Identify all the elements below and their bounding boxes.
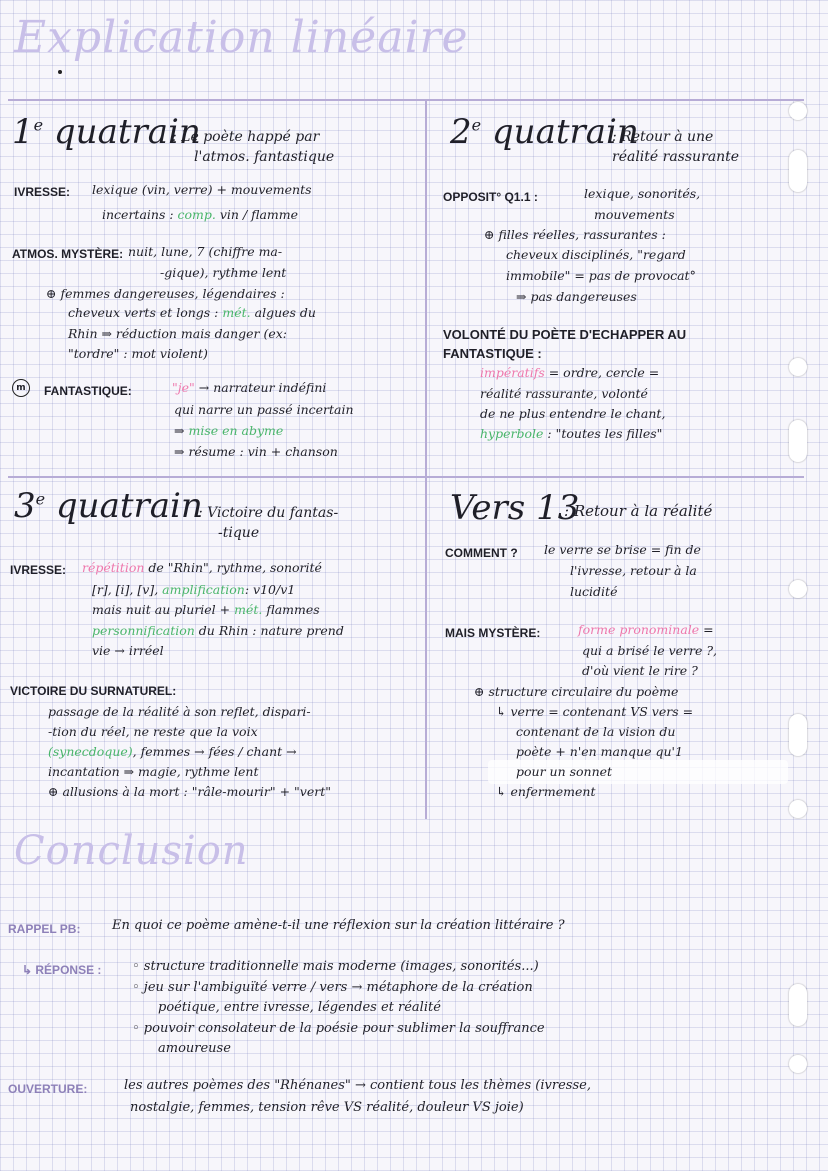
quatrain-3-subtitle: : Victoire du fantas- (198, 505, 339, 521)
note-line: ↳ enfermement (496, 784, 596, 799)
reponse-label: ↳ RÉPONSE : (22, 963, 102, 977)
note-line: répétition de "Rhin", rythme, sonorité (82, 560, 322, 575)
ink-dot (58, 70, 62, 74)
note-line: mais nuit au pluriel + mét. flammes (92, 602, 320, 617)
volonte-label: FANTASTIQUE : (443, 346, 542, 361)
note-line: poétique, entre ivresse, légendes et réalité (158, 1000, 441, 1015)
note-line: les autres poèmes des "Rhénanes" → contient tous les thèmes (ivresse, (124, 1078, 591, 1093)
rappel-pb-text: En quoi ce poème amène-t-il une réflexion sur la création littéraire ? (112, 918, 565, 933)
note-line: réalité rassurante, volonté (480, 386, 648, 401)
binder-hole (789, 358, 807, 376)
note-line: vie → irréel (92, 643, 164, 658)
note-line: ◦ jeu sur l'ambiguïté verre / vers → métaphore de la création (132, 980, 533, 995)
note-line: lexique (vin, verre) + mouvements (92, 182, 312, 197)
ivresse-label: IVRESSE: (14, 185, 71, 199)
quatrain-1-heading: 1e quatrain (12, 112, 201, 152)
note-line: contenant de la vision du (516, 724, 676, 739)
note-line: ⇒ pas dangereuses (516, 289, 637, 304)
note-line: ⊕ allusions à la mort : "râle-mourir" + "vert" (48, 784, 332, 799)
binder-hole (789, 714, 807, 756)
binder-hole (789, 420, 807, 462)
binder-hole (789, 150, 807, 192)
quatrain-1-subtitle: : Le poète happé par (172, 129, 320, 145)
rappel-pb-label: RAPPEL PB: (8, 922, 81, 936)
note-line: qui a brisé le verre ?, (582, 643, 718, 658)
note-line: forme pronominale = (578, 622, 714, 637)
binder-hole (789, 800, 807, 818)
ivresse-label: IVRESSE: (10, 563, 67, 577)
conclusion-title: Conclusion (14, 828, 249, 874)
divider-vertical (425, 99, 427, 819)
opposition-label: OPPOSIT° Q1.1 : (443, 190, 538, 204)
divider-top (8, 99, 804, 101)
note-line: ⇒ résume : vin + chanson (174, 444, 338, 459)
note-line: ◦ pouvoir consolateur de la poésie pour sublimer la souffrance (132, 1021, 545, 1036)
note-line: "je" → narrateur indéfini (172, 380, 327, 395)
note-line: mouvements (594, 207, 675, 222)
note-line: ↳ verre = contenant VS vers = (496, 704, 694, 719)
quatrain-3-heading: 3e quatrain (14, 486, 203, 526)
note-line: qui narre un passé incertain (174, 402, 354, 417)
mais-mystere-label: MAIS MYSTÈRE: (445, 626, 541, 640)
note-line: l'ivresse, retour à la (570, 563, 697, 578)
volonte-label: VOLONTÉ DU POÈTE D'ECHAPPER AU (443, 327, 687, 342)
note-line: lucidité (570, 584, 618, 599)
binder-hole (789, 580, 807, 598)
note-line: nostalgie, femmes, tension rêve VS réalité, douleur VS joie) (130, 1100, 524, 1115)
note-line: ⊕ structure circulaire du poème (474, 684, 679, 699)
ouverture-label: OUVERTURE: (8, 1082, 88, 1096)
note-line: amoureuse (158, 1041, 231, 1056)
note-line: pour un sonnet (516, 764, 613, 779)
note-line: ⇒ mise en abyme (174, 423, 284, 438)
atmos-mystere-label: ATMOS. MYSTÈRE: (12, 247, 124, 261)
quatrain-2-subtitle: réalité rassurante (612, 149, 740, 165)
note-line: immobile" = pas de provocat° (506, 268, 696, 283)
quatrain-1-subtitle: l'atmos. fantastique (194, 149, 335, 165)
note-line: "tordre" : mot violent) (68, 346, 208, 361)
divider-middle (8, 476, 804, 478)
note-line: ◦ structure traditionnelle mais moderne (images, sonorités...) (132, 959, 539, 974)
note-line: incertains : comp. vin / flamme (102, 207, 299, 222)
note-line: [r], [i], [v], amplification: v10/v1 (92, 582, 296, 597)
note-line: cheveux verts et longs : mét. algues du (68, 305, 316, 320)
binder-hole (789, 1055, 807, 1073)
note-line: personnification du Rhin : nature prend (92, 623, 344, 638)
note-line: -gique), rythme lent (160, 265, 287, 280)
note-line: nuit, lune, 7 (chiffre ma- (128, 244, 283, 259)
note-line: (synecdoque), femmes → fées / chant → (48, 744, 297, 759)
note-line: cheveux disciplinés, "regard (506, 247, 686, 262)
note-line: Rhin ⇒ réduction mais danger (ex: (68, 326, 288, 341)
binder-hole (789, 102, 807, 120)
note-line: hyperbole : "toutes les filles" (480, 426, 663, 441)
note-line: ⊕ filles réelles, rassurantes : (484, 227, 666, 242)
note-line: lexique, sonorités, (584, 186, 701, 201)
victoire-label: VICTOIRE DU SURNATUREL: (10, 684, 177, 698)
comment-label: COMMENT ? (445, 546, 518, 560)
note-line: poète + n'en manque qu'1 (516, 744, 683, 759)
note-line: incantation ⇒ magie, rythme lent (48, 764, 259, 779)
note-line: -tion du réel, ne reste que la voix (48, 724, 258, 739)
binder-hole (789, 984, 807, 1026)
note-line: d'où vient le rire ? (582, 663, 698, 678)
quatrain-2-subtitle: : Retour à une (612, 129, 714, 145)
note-line: le verre se brise = fin de (544, 542, 701, 557)
quatrain-3-subtitle: -tique (218, 525, 260, 541)
note-line: impératifs = ordre, cercle = (480, 365, 660, 380)
quatrain-2-heading: 2e quatrain (450, 112, 639, 152)
page-title: Explication linéaire (14, 12, 469, 63)
note-line: de ne plus entendre le chant, (480, 406, 666, 421)
note-line: passage de la réalité à son reflet, dispari- (48, 704, 311, 719)
note-line: ⊕ femmes dangereuses, légendaires : (46, 286, 285, 301)
fantastique-label: FANTASTIQUE: (44, 384, 132, 398)
vers-13-heading: Vers 13 (450, 488, 580, 528)
circled-m-icon: m (12, 379, 30, 397)
vers-13-subtitle: : Retour à la réalité (564, 502, 713, 520)
